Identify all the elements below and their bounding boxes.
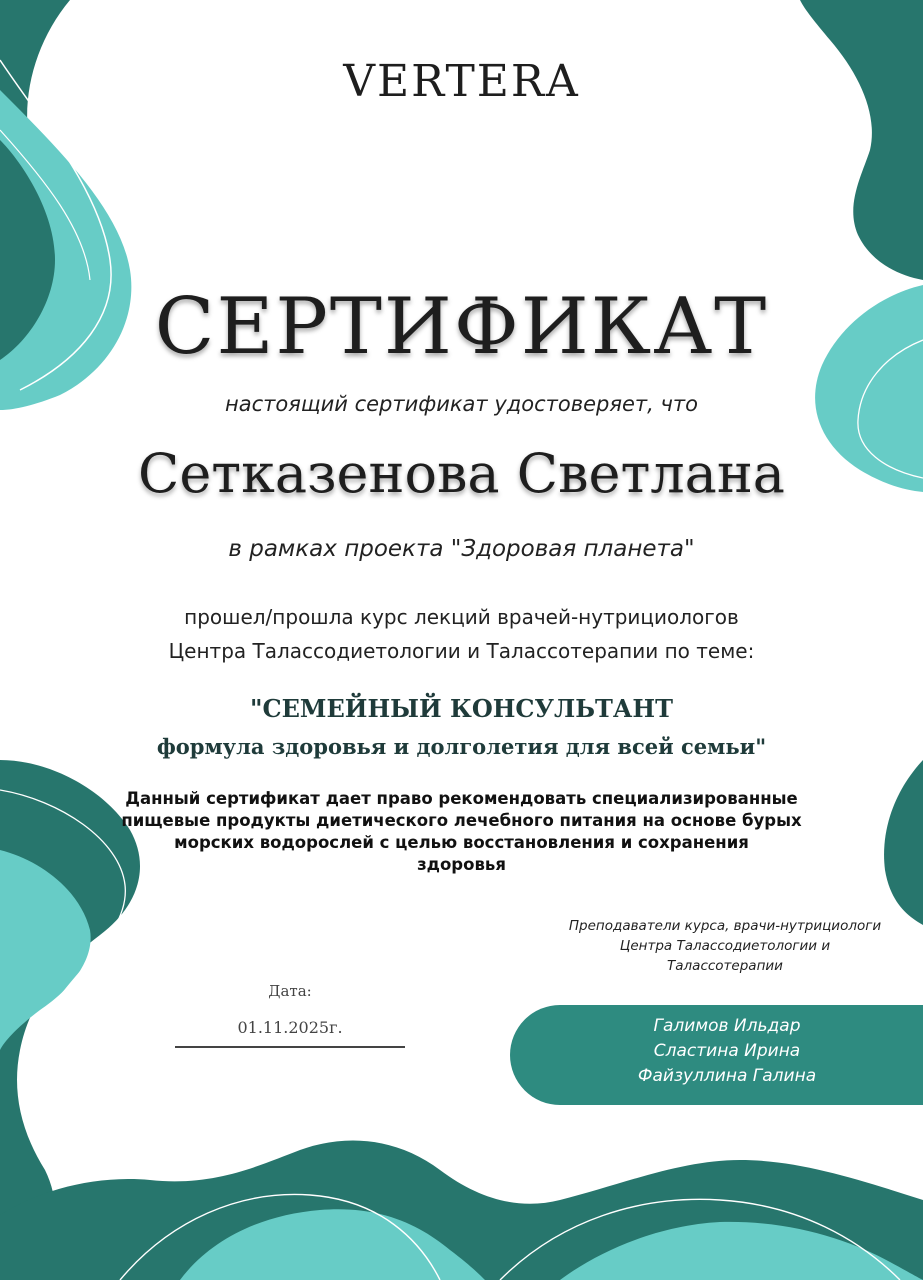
- topic-line: формула здоровья и долголетия для всей семьи": [156, 734, 767, 759]
- course-line: Центра Талассодиетологии и Талассотерапии по теме:: [168, 639, 755, 663]
- caption-line: Центра Талассодиетологии и: [619, 938, 831, 954]
- rights-line: пищевые продукты диетического лечебного питания на основе бурых: [121, 811, 802, 830]
- rights-line: здоровья: [417, 855, 506, 874]
- date-underline: [175, 1046, 405, 1048]
- teachers-names: [592, 1014, 862, 1089]
- caption-line: Талассотерапии: [667, 958, 783, 974]
- caption-line: Преподаватели курса, врачи-нутрициологи: [568, 918, 882, 934]
- rights-text: [100, 788, 823, 876]
- teacher-name: Сластина Ирина: [653, 1041, 801, 1061]
- teachers-caption: [530, 916, 920, 976]
- teacher-name: Галимов Ильдар: [653, 1016, 801, 1036]
- certificate-title: СЕРТИФИКАТ: [154, 282, 769, 372]
- brand-logo: VERTERA: [343, 56, 580, 107]
- topic-line: "СЕМЕЙНЫЙ КОНСУЛЬТАНТ: [250, 694, 673, 723]
- date-label: Дата:: [268, 982, 312, 1000]
- recipient-name: Сетказенова Светлана: [138, 442, 785, 505]
- rights-line: Данный сертификат дает право рекомендовать специализированные: [125, 789, 798, 808]
- date-value: 01.11.2025г.: [237, 1018, 343, 1037]
- course-topic: [0, 690, 923, 766]
- course-line: прошел/прошла курс лекций врачей-нутрициологов: [184, 605, 739, 629]
- intro-text: настоящий сертификат удостоверяет, что: [224, 392, 699, 416]
- project-text: в рамках проекта "Здоровая планета": [228, 536, 695, 562]
- wave-shape: [884, 760, 923, 925]
- wave-shape: [800, 0, 923, 280]
- course-description: [0, 600, 923, 668]
- rights-line: морских водорослей с целью восстановления и сохранения: [174, 833, 749, 852]
- teacher-name: Файзуллина Галина: [637, 1066, 817, 1086]
